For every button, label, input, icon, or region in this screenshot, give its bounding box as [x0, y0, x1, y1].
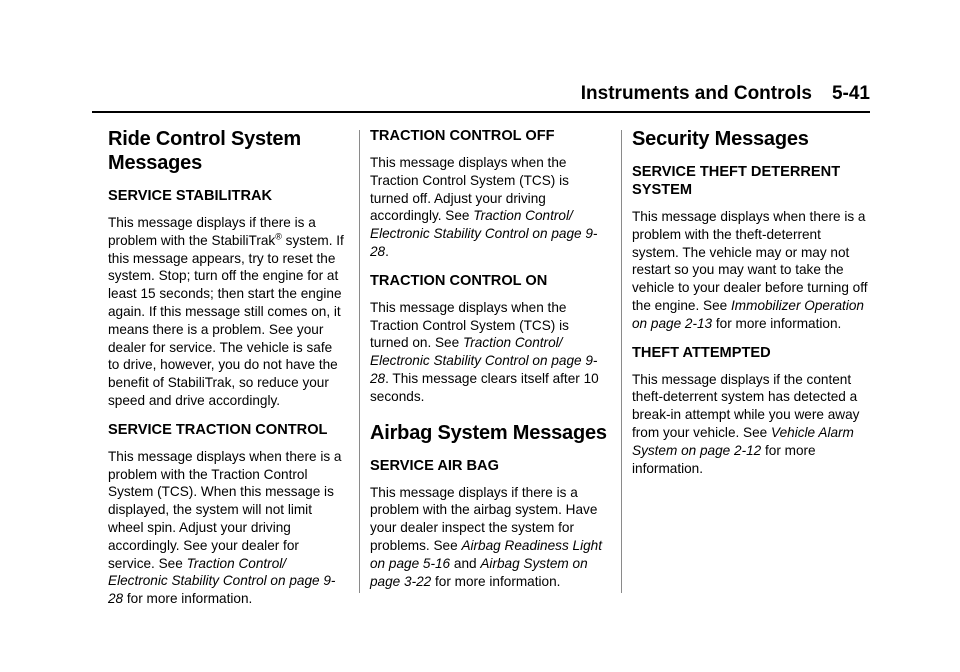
- message-heading-traction-control-on: TRACTION CONTROL ON: [370, 272, 548, 289]
- cross-reference: Airbag Readiness Light on page 5-16: [370, 537, 602, 571]
- text: for more information.: [431, 573, 561, 589]
- paragraph-theft-attempted: [632, 371, 870, 478]
- text: This message displays when the Traction Control System (TCS) is turned on. See: [370, 299, 569, 351]
- text: This message displays if the content theft-deterrent system has detected a break-in attempt while you were away from your vehicle. See: [632, 371, 860, 440]
- text: and: [450, 555, 481, 571]
- page-number: 5-41: [831, 83, 870, 104]
- text: for more information.: [123, 591, 253, 607]
- cross-reference: Airbag System on page 3-22: [370, 555, 588, 589]
- column-left: [108, 127, 346, 619]
- text: . This message clears itself after 10 seconds.: [370, 370, 599, 404]
- text: This message displays if there is a problem with the airbag system. Have your dealer inspect the system for problems. See: [370, 484, 598, 553]
- paragraph-service-stabilitrak: [108, 214, 346, 410]
- text: for more information.: [712, 315, 842, 331]
- paragraph-traction-control-on: [370, 299, 608, 406]
- cross-reference: Immobilizer Operation on page 2-13: [632, 297, 864, 331]
- chapter-title: Instruments and Controls: [580, 83, 812, 104]
- running-header: [560, 79, 870, 109]
- text: This message displays if there is a problem with the StabiliTrak: [108, 215, 316, 248]
- text: This message displays when the Traction Control System (TCS) is turned off. Adjust your driving accordingly. See: [370, 155, 569, 224]
- section-heading-airbag-system: Airbag System Messages: [370, 421, 607, 444]
- text: This message displays when there is a problem with the theft-deterrent system. The vehicle may or may not restart so you may want to take the vehicle to your dealer before turning off the engine. See: [632, 209, 868, 313]
- cross-reference: Traction Control/ Electronic Stability Control on page 9-28: [370, 335, 598, 386]
- paragraph-traction-control-off: [370, 154, 608, 261]
- column-right: [632, 127, 870, 488]
- cross-reference: Vehicle Alarm System on page 2-12: [632, 424, 854, 458]
- text: system. If this message appears, try to reset the system. Stop; turn off the engine for at least 15 seconds; then start the engine again. If this message still comes on, it means there is a problem. See your dealer for service. The vehicle is safe to drive, however, you do not have the benefit of StabiliTrak, so reduce your speed and drive accordingly.: [108, 232, 344, 408]
- text: .: [385, 243, 389, 259]
- registered-mark: ®: [275, 231, 282, 242]
- paragraph-service-theft-deterrent: [632, 208, 870, 333]
- section-heading-ride-control: Ride Control System Messages: [108, 128, 301, 174]
- message-heading-theft-attempted: THEFT ATTEMPTED: [632, 344, 771, 361]
- message-heading-service-traction-control: SERVICE TRACTION CONTROL: [108, 421, 328, 438]
- text: This message displays when there is a problem with the Traction Control System (TCS). When this message is displayed, the system will not limit wheel spin. Adjust your driving accordingly. See your dealer for service. See: [108, 448, 342, 571]
- header-rule: [92, 111, 870, 113]
- paragraph-service-air-bag: [370, 484, 608, 591]
- cross-reference: Traction Control/ Electronic Stability Control on page 9-28: [370, 208, 598, 259]
- paragraph-service-traction-control: [108, 448, 346, 608]
- message-heading-traction-control-off: TRACTION CONTROL OFF: [370, 128, 555, 144]
- message-heading-service-stabilitrak: SERVICE STABILITRAK: [108, 188, 273, 204]
- section-heading-security: Security Messages: [632, 128, 809, 150]
- column-divider: [621, 130, 622, 593]
- column-divider: [359, 130, 360, 593]
- message-heading-service-air-bag: SERVICE AIR BAG: [370, 457, 499, 474]
- text: for more information.: [632, 442, 816, 476]
- message-heading-service-theft-deterrent: SERVICE THEFT DETERRENT SYSTEM: [632, 164, 841, 198]
- cross-reference: Traction Control/ Electronic Stability Control on page 9-28: [108, 555, 336, 607]
- column-middle: [370, 127, 608, 601]
